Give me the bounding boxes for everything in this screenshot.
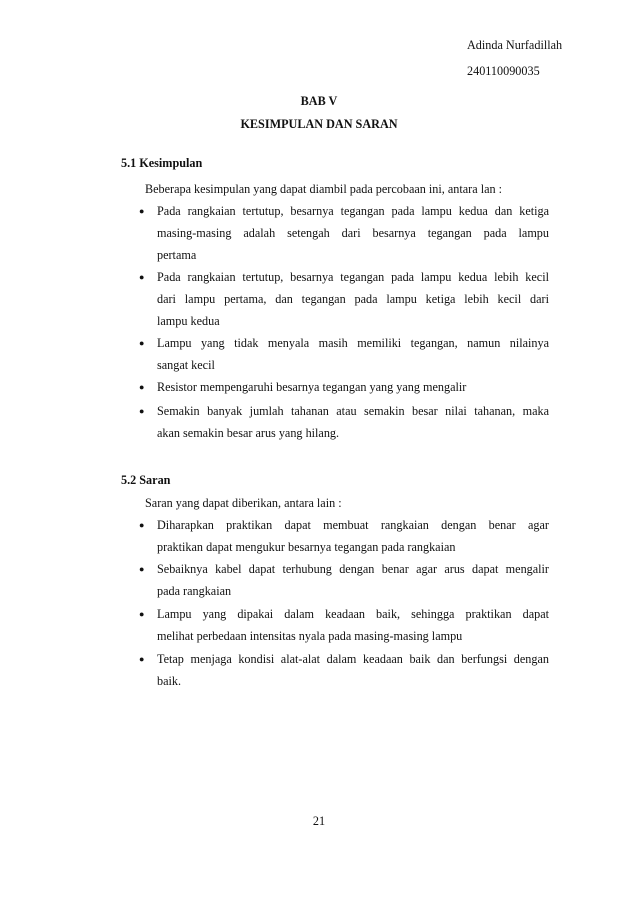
list-item-line: Pada rangkaian tertutup, besarnya tegangan pada lampu kedua dan ketiga <box>157 204 549 218</box>
section-intro-saran: Saran yang dapat diberikan, antara lain : <box>145 496 342 510</box>
student-id: 240110090035 <box>467 64 540 78</box>
list-item-line: melihat perbedaan intensitas nyala pada masing-masing lampu <box>157 629 463 643</box>
bullet-icon: ● <box>139 564 145 574</box>
list-item-line: Tetap menjaga kondisi alat-alat dalam keadaan baik dan berfungsi dengan <box>157 652 549 666</box>
section-heading-kesimpulan: 5.1 Kesimpulan <box>121 156 203 170</box>
section-intro-kesimpulan: Beberapa kesimpulan yang dapat diambil pada percobaan ini, antara lan : <box>145 182 503 196</box>
chapter-number: BAB V <box>300 94 338 108</box>
list-item-line: praktikan dapat mengukur besarnya tegangan pada rangkaian <box>157 540 456 554</box>
bullet-icon: ● <box>139 338 145 348</box>
list-item-line: akan semakin besar arus yang hilang. <box>157 426 340 440</box>
bullet-icon: ● <box>139 609 145 619</box>
list-item-line: Diharapkan praktikan dapat membuat rangkaian dengan benar agar <box>157 518 549 532</box>
section-heading-saran: 5.2 Saran <box>121 473 171 487</box>
list-item-line: masing-masing adalah setengah dari besarnya tegangan pada lampu <box>157 226 549 240</box>
page-number: 21 <box>312 814 326 828</box>
bullet-icon: ● <box>139 654 145 664</box>
chapter-title: KESIMPULAN DAN SARAN <box>240 117 398 131</box>
bullet-icon: ● <box>139 520 145 530</box>
list-item-line: Sebaiknya kabel dapat terhubung dengan benar agar arus dapat mengalir <box>157 562 549 576</box>
list-item-line: Resistor mempengaruhi besarnya tegangan yang yang mengalir <box>157 380 467 394</box>
list-item-line: Lampu yang dipakai dalam keadaan baik, sehingga praktikan dapat <box>157 607 549 621</box>
author-name: Adinda Nurfadillah <box>467 38 563 52</box>
list-item-line: Pada rangkaian tertutup, besarnya tegangan pada lampu kedua lebih kecil <box>157 270 549 284</box>
bullet-icon: ● <box>139 406 145 416</box>
list-item-line: Semakin banyak jumlah tahanan atau semakin besar nilai tahanan, maka <box>157 404 549 418</box>
bullet-icon: ● <box>139 206 145 216</box>
bullet-icon: ● <box>139 272 145 282</box>
list-item-line: Lampu yang tidak menyala masih memiliki tegangan, namun nilainya <box>157 336 549 350</box>
list-item-line: baik. <box>157 674 182 688</box>
list-item-line: pada rangkaian <box>157 584 232 598</box>
list-item-line: pertama <box>157 248 197 262</box>
bullet-icon: ● <box>139 382 145 392</box>
list-item-line: lampu kedua <box>157 314 220 328</box>
list-item-line: dari lampu pertama, dan tegangan pada lampu ketiga lebih kecil dari <box>157 292 549 306</box>
list-item-line: sangat kecil <box>157 358 215 372</box>
